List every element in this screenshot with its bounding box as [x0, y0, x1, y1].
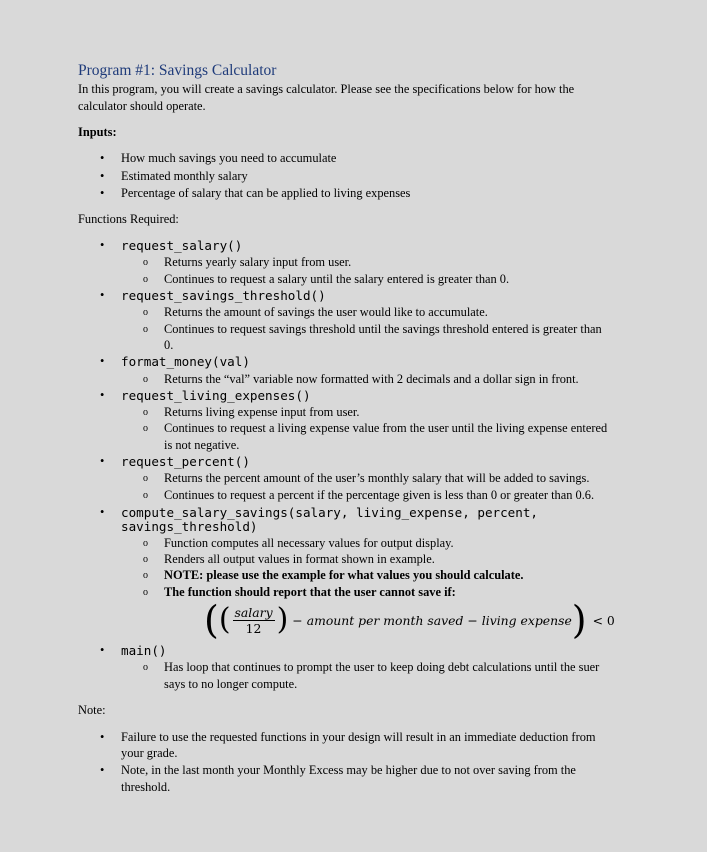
formula-term-saved: amount per month saved — [306, 612, 464, 628]
sub-bullet-icon: o — [143, 473, 148, 484]
function-detail: Has loop that continues to prompt the user to keep doing debt calculations until the suer — [164, 660, 600, 674]
function-name: compute_salary_savings(salary, living_expense, percent, — [121, 505, 539, 520]
input-item: Estimated monthly salary — [121, 169, 248, 183]
bullet-icon: • — [100, 238, 105, 252]
intro-line-1: In this program, you will create a savings calculator. Please see the specifications below for how the — [78, 82, 575, 96]
function-detail-cont: says to no longer compute. — [164, 677, 298, 691]
function-detail: Returns living expense input from user. — [164, 405, 360, 419]
fraction-numerator: salary — [234, 604, 273, 620]
sub-bullet-icon: o — [143, 570, 148, 581]
function-detail-cont: 0. — [164, 338, 174, 352]
formula-comparison: < 0 — [592, 612, 615, 628]
function-detail-cont: is not negative. — [164, 438, 240, 452]
sub-bullet-icon: o — [143, 324, 148, 335]
sub-bullet-icon: o — [143, 587, 148, 598]
input-item: How much savings you need to accumulate — [121, 151, 337, 165]
open-paren-inner: ( — [218, 602, 231, 637]
function-detail: Returns yearly salary input from user. — [164, 255, 352, 269]
note-item-cont: your grade. — [121, 746, 178, 760]
minus-sign: − — [292, 612, 303, 628]
open-paren: ( — [204, 598, 219, 642]
bullet-icon: • — [100, 151, 105, 165]
bullet-icon: • — [100, 186, 105, 200]
function-detail: Returns the “val” variable now formatted with 2 decimals and a dollar sign in front. — [164, 372, 579, 386]
bullet-icon: • — [100, 505, 105, 519]
sub-bullet-icon: o — [143, 307, 148, 318]
bullet-icon: • — [100, 388, 105, 402]
bullet-icon: • — [100, 354, 105, 368]
functions-heading: Functions Required: — [78, 212, 179, 226]
intro-line-2: calculator should operate. — [78, 99, 206, 113]
function-detail-condition: The function should report that the user cannot save if: — [164, 585, 456, 599]
salary-fraction — [233, 605, 275, 636]
page-title: Program #1: Savings Calculator — [78, 62, 277, 79]
function-name: request_savings_threshold() — [121, 288, 326, 303]
fraction-denominator: 12 — [245, 620, 262, 636]
close-paren: ) — [571, 598, 587, 642]
function-detail: Continues to request a percent if the percentage given is less than 0 or greater than 0.6. — [164, 488, 595, 502]
sub-bullet-icon: o — [143, 554, 148, 565]
function-detail: Continues to request a living expense value from the user until the living expense entered — [164, 421, 608, 435]
note-item: Note, in the last month your Monthly Excess may be higher due to not over saving from the — [121, 763, 576, 777]
bullet-icon: • — [100, 643, 105, 657]
note-item: Failure to use the requested functions in your design will result in an immediate deduction from — [121, 730, 596, 744]
sub-bullet-icon: o — [143, 274, 148, 285]
function-detail: Returns the amount of savings the user would like to accumulate. — [164, 305, 488, 319]
function-detail: Continues to request savings threshold until the savings threshold entered is greater than — [164, 322, 602, 336]
sub-bullet-icon: o — [143, 374, 148, 385]
minus-sign: − — [467, 612, 478, 628]
function-name: format_money(val) — [121, 354, 250, 369]
function-detail-note: NOTE: please use the example for what values you should calculate. — [164, 568, 524, 582]
function-detail: Continues to request a salary until the salary entered is greater than 0. — [164, 272, 510, 286]
sub-bullet-icon: o — [143, 538, 148, 549]
function-detail: Renders all output values in format shown in example. — [164, 552, 435, 566]
formula-term-expense: living expense — [481, 612, 572, 628]
sub-bullet-icon: o — [143, 490, 148, 501]
function-name: request_percent() — [121, 454, 250, 469]
function-detail: Function computes all necessary values for output display. — [164, 536, 454, 550]
note-item-cont: threshold. — [121, 780, 171, 794]
function-name-cont: savings_threshold) — [121, 519, 258, 534]
function-name: main() — [121, 643, 167, 658]
bullet-icon: • — [100, 454, 105, 468]
close-paren-inner: ) — [276, 602, 289, 637]
function-name: request_living_expenses() — [121, 388, 311, 403]
sub-bullet-icon: o — [143, 662, 148, 673]
input-item: Percentage of salary that can be applied to living expenses — [121, 186, 411, 200]
bullet-icon: • — [100, 288, 105, 302]
cannot-save-formula — [204, 596, 615, 644]
inputs-heading: Inputs: — [78, 125, 117, 139]
function-name: request_salary() — [121, 238, 243, 253]
note-heading: Note: — [78, 703, 106, 717]
bullet-icon: • — [100, 763, 105, 777]
sub-bullet-icon: o — [143, 407, 148, 418]
function-detail: Returns the percent amount of the user’s monthly salary that will be added to savings. — [164, 471, 590, 485]
bullet-icon: • — [100, 169, 105, 183]
bullet-icon: • — [100, 730, 105, 744]
sub-bullet-icon: o — [143, 423, 148, 434]
sub-bullet-icon: o — [143, 257, 148, 268]
